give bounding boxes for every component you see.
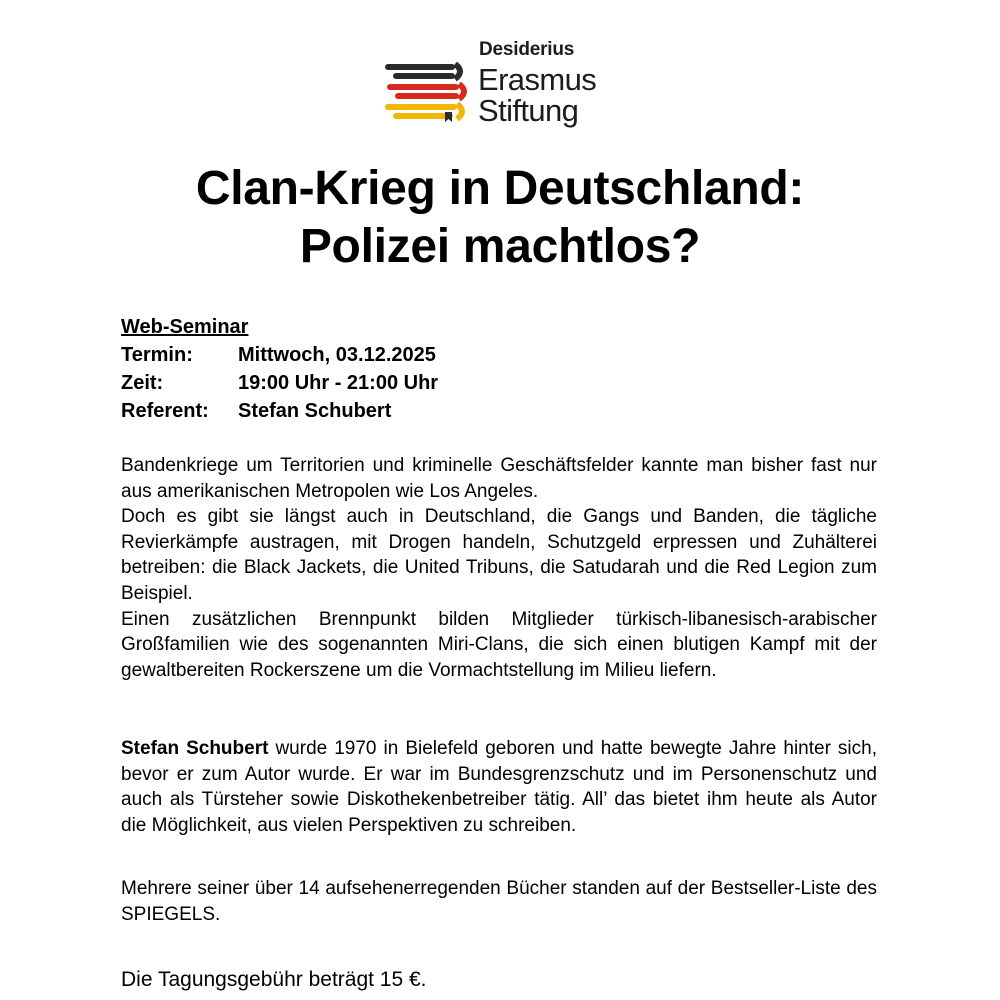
info-label: Referent: — [121, 400, 209, 422]
intro-paragraph-3: Einen zusätzlichen Brennpunkt bilden Mitglieder türkisch-libanesisch-arabischer Großfamilien wie des sogenannten Miri-Clans, die sich einen blutigen Kampf mit der gewaltbereiten Rockerszene um die Vormachtstellung im Milieu liefern. — [121, 608, 877, 681]
title-line-1: Clan-Krieg in Deutschland: — [195, 162, 805, 215]
info-value: 19:00 Uhr - 21:00 Uhr — [238, 372, 439, 394]
info-value: Mittwoch, 03.12.2025 — [238, 344, 436, 366]
books-stack-icon — [385, 62, 467, 122]
logo-line-desiderius: Desiderius — [479, 39, 575, 60]
info-value: Stefan Schubert — [238, 400, 392, 422]
intro-text — [121, 453, 877, 683]
info-row-date — [121, 341, 438, 369]
event-info — [121, 313, 438, 425]
books-paragraph: Mehrere seiner über 14 aufsehenerregenden Bücher standen auf der Bestseller-Liste des SPIEGELS. — [121, 878, 877, 925]
logo-line-erasmus: Erasmus — [478, 62, 597, 97]
title-line-2: Polizei machtlos? — [299, 220, 701, 273]
logo-line-stiftung: Stiftung — [478, 93, 579, 128]
logo — [385, 40, 625, 130]
books-text — [121, 876, 877, 927]
info-label: Termin: — [121, 344, 193, 366]
page-title — [0, 160, 1000, 276]
intro-paragraph-1: Bandenkriege um Territorien und kriminelle Geschäftsfelder kannte man bisher fast nur aus amerikanischen Metropolen wie Los Angeles. — [121, 455, 877, 502]
bio-text: wurde 1970 in Bielefeld geboren und hatte bewegte Jahre hinter sich, bevor er zum Autor wurde. Er war im Bundesgrenzschutz und im Personenschutz und auch als Türsteher sowie Diskothekenbetreiber tätig. All’ das bietet ihm heute als Autor die Möglichkeit, aus vielen Perspektiven zu schreiben. — [121, 738, 877, 836]
speaker-name: Stefan Schubert — [121, 738, 269, 759]
fee-paragraph: Die Tagungsgebühr beträgt 15 €. — [121, 968, 427, 991]
intro-paragraph-2: Doch es gibt sie längst auch in Deutschland, die Gangs und Banden, die tägliche Revierkämpfe austragen, mit Drogen handeln, Schutzgeld erpressen und Zuhälterei betreiben: die Black Jackets, die United Tribuns, die Satudarah und die Red Legion zum Beispiel. — [121, 506, 877, 604]
speaker-bio — [121, 736, 877, 838]
fee-text — [121, 967, 877, 993]
info-row-speaker — [121, 397, 438, 425]
info-label: Zeit: — [121, 372, 164, 394]
event-type-heading: Web-Seminar — [121, 316, 249, 338]
info-row-time — [121, 369, 438, 397]
